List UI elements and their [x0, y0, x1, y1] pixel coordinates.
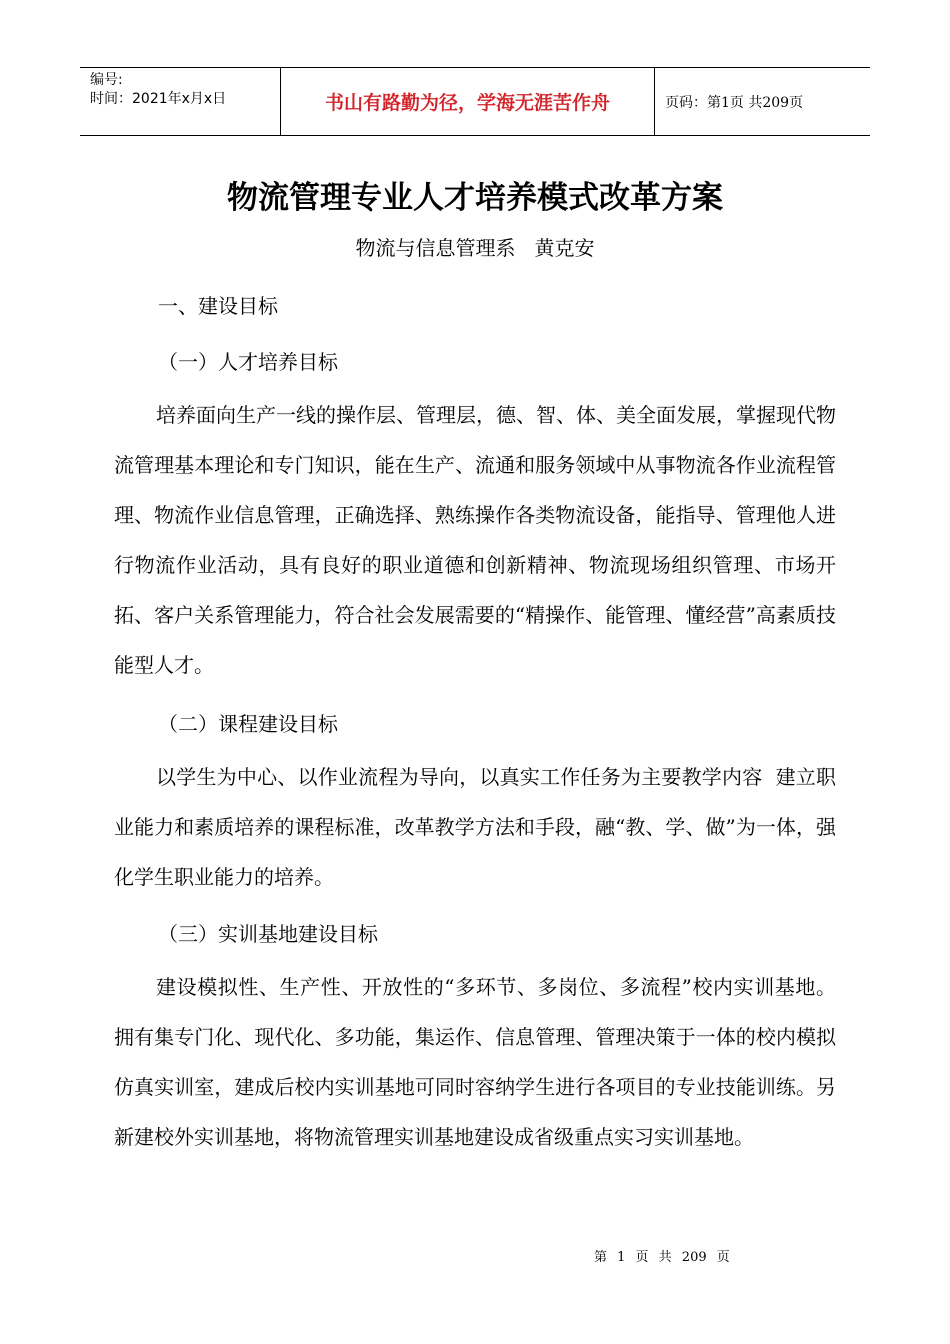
- document-title: 物流管理专业人才培养模式改革方案: [227, 180, 723, 216]
- number-label: 编号:: [90, 72, 123, 88]
- document-author: 物流与信息管理系 黄克安: [355, 236, 595, 260]
- paragraph-3: 建设模拟性、生产性、开放性的“多环节、多岗位、多流程”校内实训基地。拥有集专门化、现代化、多功能，集运作、信息管理、管理决策于一体的校内模拟仿真实训室，建成后校内实训基地可同时容纳学生进行各项目的专业技能训练。另新建校外实训基地，将物流管理实训基地建设成省级重点实习实训基地。: [114, 975, 836, 1149]
- paragraph-1: 培养面向生产一线的操作层、管理层，德、智、体、美全面发展，掌握现代物流管理基本理论和专门知识，能在生产、流通和服务领域中从事物流各作业流程管理、物流作业信息管理，正确选择、熟练操作各类物流设备，能指导、管理他人进行物流作业活动，具有良好的职业道德和创新精神、物流现场组织管理、市场开拓、客户关系管理能力，符合社会发展需要的“精操作、能管理、懂经营”高素质技能型人才。: [114, 403, 836, 677]
- subsection-heading-3: （三）实训基地建设目标: [158, 922, 378, 946]
- header-page-cell: [655, 68, 870, 135]
- time-label: 时间：2021年x月x日: [90, 91, 227, 107]
- header-motto-cell: [281, 68, 655, 135]
- section-heading-1: 一、建设目标: [158, 294, 278, 318]
- paragraph-2: 以学生为中心、以作业流程为导向，以真实工作任务为主要教学内容 建立职业能力和素质培养的课程标准，改革教学方法和手段，融“教、学、做”为一体，强化学生职业能力的培养。: [114, 765, 836, 889]
- subsection-heading-1: （一）人才培养目标: [158, 350, 338, 374]
- header-meta-cell: [80, 68, 281, 135]
- motto-text: 书山有路勤为径，学海无涯苦作舟: [324, 92, 610, 114]
- header-page-info: 页码：第1页 共209页: [665, 94, 804, 111]
- page-footer: 第 1 页 共 209 页: [594, 1250, 730, 1265]
- document-header: [80, 67, 870, 136]
- subsection-heading-2: （二）课程建设目标: [158, 712, 338, 736]
